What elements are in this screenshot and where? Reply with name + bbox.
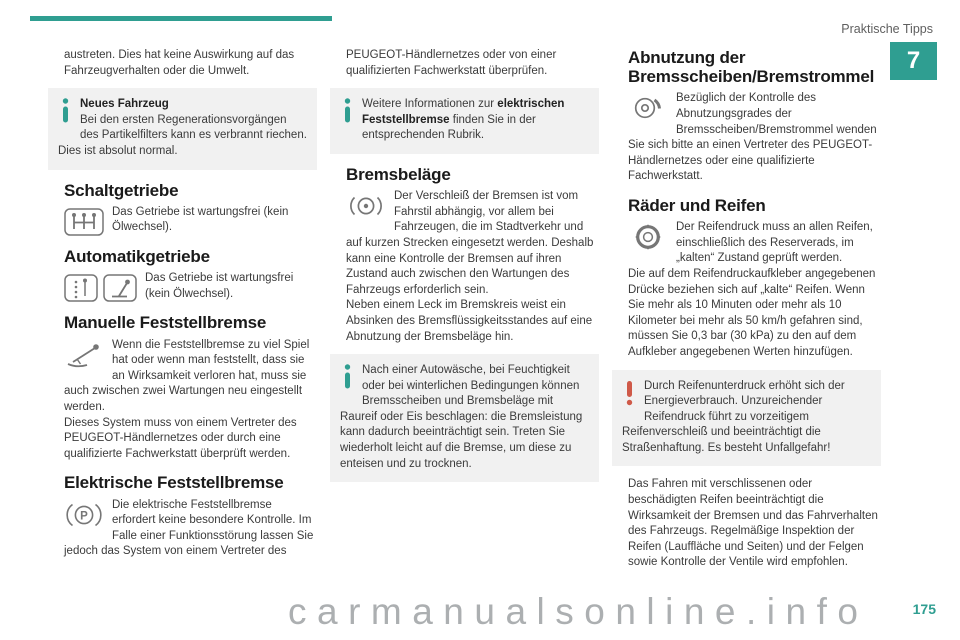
warning-exclamation-icon	[624, 380, 635, 412]
brake-pads-icon	[346, 192, 386, 220]
warning-box-text: Durch Reifenunterdruck erhöht sich der Energieverbrauch. Unzureichender Reifendruck führt zu vorzeitigem Reifenverschleiß und beeinträchtigt die Straßenhaftung. Es besteht Unfallgefahr!	[622, 379, 845, 454]
heading-disc-wear: Abnutzung der Bremsscheiben/Bremstrommel	[628, 48, 875, 87]
page-number: 175	[912, 601, 936, 617]
gear-lever-icon	[103, 274, 137, 307]
handbrake-lever-icon	[64, 341, 104, 369]
heading-manual-gearbox: Schaltgetriebe	[64, 180, 179, 200]
chapter-number-tab	[890, 42, 937, 80]
info-icon	[60, 98, 71, 130]
automatic-gearbox-text: Das Getriebe ist wartungsfrei (kein Ölwechsel).	[145, 272, 294, 300]
tyre-icon	[628, 223, 668, 251]
column-1	[58, 48, 317, 571]
heading-electric-parking-brake: Elektrische Feststellbremse	[64, 473, 284, 493]
column-2	[340, 48, 599, 571]
automatic-gearbox-icons	[64, 274, 137, 307]
wheels-tyres-text-2: Die auf dem Reifendruckaufkleber angegebenen Drücke beziehen sich auf „kalte“ Reifen. Wenn Sie mehr als 10 Minuten oder mehr als 10 Kilometer bei mehr als 50 km/h gefahren sind, müssen Sie 0,3 bar (30 kPa) zu den auf dem Aufkleber angegebenen Werten hinzufügen.	[628, 267, 876, 358]
heading-manual-parking-brake: Manuelle Feststellbremse	[64, 313, 267, 333]
heading-wheels-tyres: Räder und Reifen	[628, 195, 766, 215]
electric-parking-brake-text: Die elektrische Feststellbremse erfordert keine besondere Kontrolle. Im Falle einer Funktionsstörung lassen Sie jedoch das System von einem Vertreter des	[64, 498, 314, 558]
info-box-text: Nach einer Autowäsche, bei Feuchtigkeit oder bei winterlichen Bedingungen können Bremsscheiben und Bremsbeläge mit Raureif oder Eis beschlagen: die Bremsleistung kann dadurch beeinträchtigt sein. Treten Sie wiederholt leicht auf die Bremse, um diese zu enteisen und zu trocknen.	[340, 364, 583, 470]
info-box-title: Neues Fahrzeug	[80, 98, 169, 111]
column-3	[622, 48, 881, 571]
info-icon	[342, 364, 353, 396]
content-columns	[58, 48, 881, 571]
heading-automatic-gearbox: Automatikgetriebe	[64, 246, 210, 266]
brake-disc-icon	[628, 94, 668, 122]
automatic-gearbox-selector-icon	[64, 274, 98, 307]
info-box-epb	[330, 88, 599, 154]
manual-parking-brake-text-2: Dieses System muss von einem Vertreter des PEUGEOT-Händlernetzes oder durch eine qualifizierte Fachwerkstatt überprüft werden.	[64, 416, 297, 460]
continuation-paragraph: PEUGEOT-Händlernetzes oder von einer qualifizierten Fachwerkstatt überprüfen.	[346, 49, 557, 77]
electric-parking-brake-icon	[64, 501, 104, 529]
info-box-wash	[330, 354, 599, 482]
info-box-text: Weitere Informationen zur elektrischen Feststellbremse finden Sie in der entsprechenden Rubrik.	[362, 98, 565, 142]
info-box-text: Bei den ersten Regenerationsvorgängen des Partikelfilters kann es verbrannt riechen. Dies ist absolut normal.	[58, 113, 307, 157]
warning-box-tyre-pressure	[612, 370, 881, 467]
brake-pads-text-1: Der Verschleiß der Bremsen ist vom Fahrstil abhängig, vor allem bei Fahrzeugen, die im Stadtverkehr und auf kurzen Strecken eingesetzt werden. Deshalb kann eine Kontrolle der Bremsen auf ihren Zustand auch zwischen den Wartungen des Fahrzeugs erforderlich sein.	[346, 190, 594, 296]
header-accent-bar	[30, 16, 332, 21]
chapter-number: 7	[906, 47, 921, 74]
manual-gearbox-text: Das Getriebe ist wartungsfrei (kein Ölwechsel).	[112, 205, 289, 234]
closing-paragraph: Das Fahren mit verschlissenen oder beschädigten Reifen beeinträchtigt die Wirksamkeit der Bremsen und das Fahrverhalten des Fahrzeugs. Regelmäßige Inspektion der Reifen (Lauffläche und Seiten) und der Felgen sowie Kontrolle der Ventile wird empfohlen.	[628, 478, 878, 569]
heading-brake-pads: Bremsbeläge	[346, 164, 451, 184]
manual-parking-brake-text-1: Wenn die Feststellbremse zu viel Spiel hat oder wenn man feststellt, dass sie an Wirksamkeit verloren hat, muss sie auch zwischen zwei Wartungen neu eingestellt werden.	[64, 338, 310, 413]
info-icon	[342, 98, 353, 130]
brake-pads-text-2: Neben einem Leck im Bremskreis weist ein Absinken des Bremsflüssigkeitsstandes auf eine Abnutzung der Bremsbeläge hin.	[346, 299, 593, 343]
watermark: carmanualsonline.info	[288, 591, 869, 632]
svg-text:P: P	[80, 509, 88, 522]
manual-gearbox-icon	[64, 208, 104, 236]
wheels-tyres-text-1: Der Reifendruck muss an allen Reifen, einschließlich des Reserverads, im „kalten“ Zustand geprüft werden.	[676, 221, 873, 265]
disc-wear-text: Bezüglich der Kontrolle des Abnutzungsgrades der Bremsscheiben/Bremstrommel wenden Sie sich bitte an einen Vertreter des PEUGEOT-Händlernetzes oder eine qualifizierte Fachwerkstatt.	[628, 92, 877, 183]
chapter-label: Praktische Tipps	[841, 22, 933, 36]
intro-paragraph: austreten. Dies hat keine Auswirkung auf das Fahrzeugverhalten oder die Umwelt.	[64, 49, 295, 77]
info-box-new-vehicle	[48, 88, 317, 169]
